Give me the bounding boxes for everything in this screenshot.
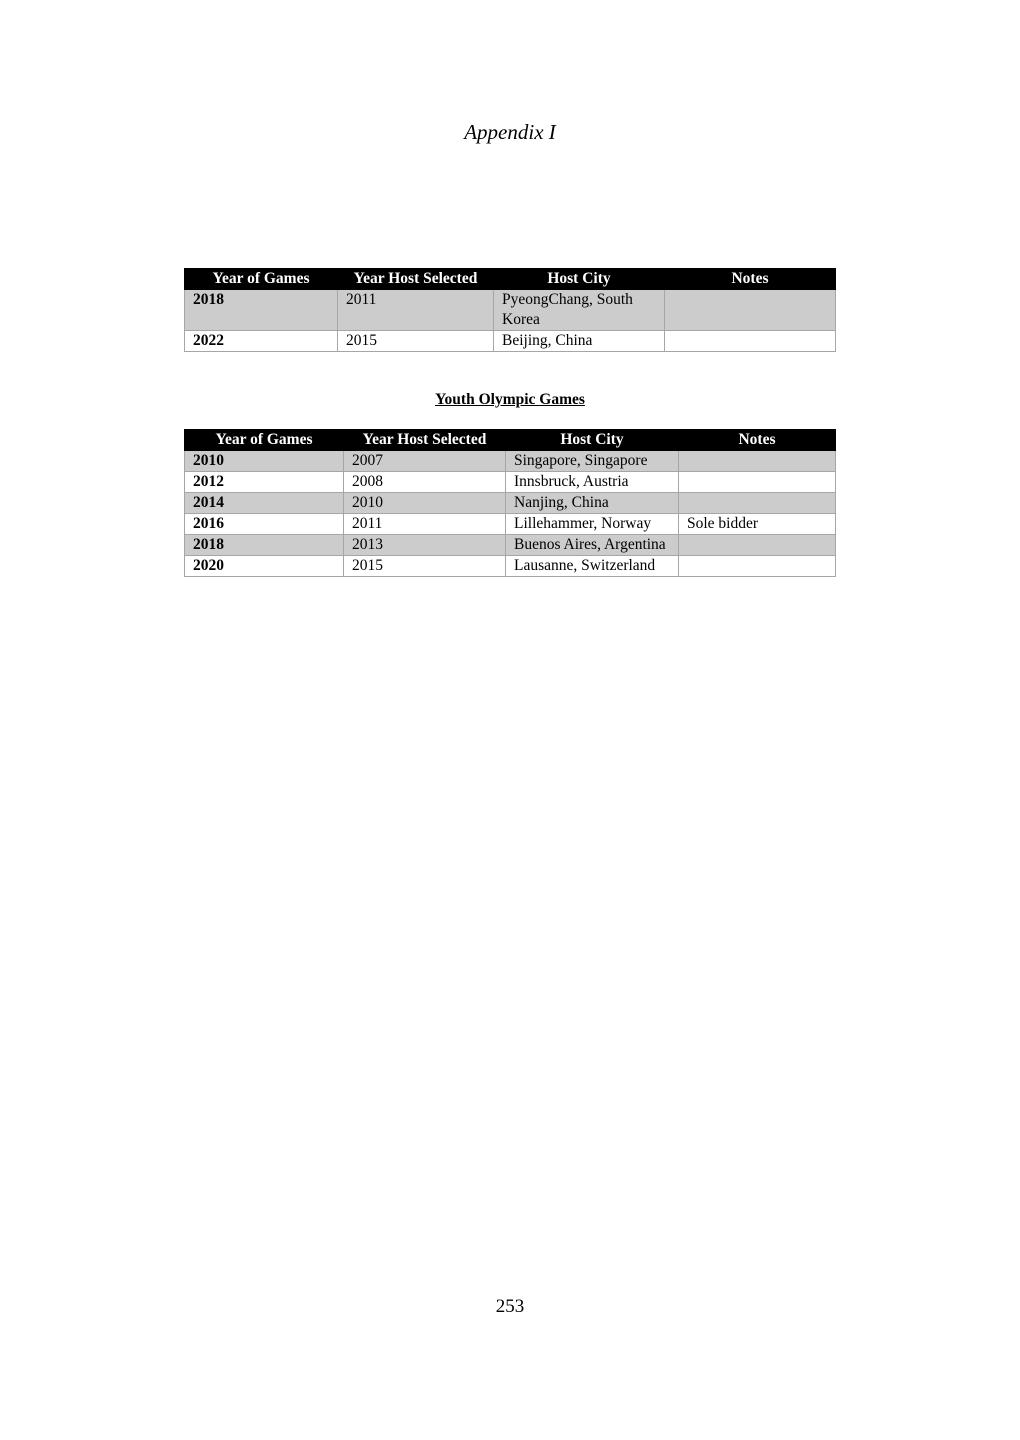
cell-city: Beijing, China <box>494 331 665 352</box>
cell-selected: 2007 <box>344 451 506 472</box>
table-row <box>185 331 836 352</box>
cell-city: PyeongChang, South Korea <box>494 290 665 331</box>
cell-year: 2018 <box>185 535 344 556</box>
cell-selected: 2010 <box>344 493 506 514</box>
cell-notes <box>679 451 836 472</box>
header-notes: Notes <box>665 269 836 290</box>
olympic-hosts-table <box>184 268 836 352</box>
cell-notes <box>679 556 836 577</box>
header-year-host-selected: Year Host Selected <box>338 269 494 290</box>
cell-notes <box>665 290 836 331</box>
cell-selected: 2015 <box>338 331 494 352</box>
table-header-row <box>185 430 836 451</box>
page-title: Appendix I <box>464 120 556 144</box>
header-host-city: Host City <box>506 430 679 451</box>
cell-notes <box>679 493 836 514</box>
cell-city: Lillehammer, Norway <box>506 514 679 535</box>
table-row <box>185 556 836 577</box>
cell-notes <box>679 535 836 556</box>
cell-selected: 2011 <box>338 290 494 331</box>
cell-city: Buenos Aires, Argentina <box>506 535 679 556</box>
page-number: 253 <box>495 1296 525 1317</box>
cell-year: 2016 <box>185 514 344 535</box>
header-host-city: Host City <box>494 269 665 290</box>
cell-notes: Sole bidder <box>679 514 836 535</box>
header-notes: Notes <box>679 430 836 451</box>
table-row <box>185 290 836 331</box>
cell-year: 2012 <box>185 472 344 493</box>
cell-selected: 2011 <box>344 514 506 535</box>
cell-selected: 2008 <box>344 472 506 493</box>
header-year-of-games: Year of Games <box>185 430 344 451</box>
table-row <box>185 451 836 472</box>
table-row <box>185 535 836 556</box>
section-heading-youth-olympic-games: Youth Olympic Games <box>435 391 585 408</box>
cell-selected: 2013 <box>344 535 506 556</box>
table-row <box>185 472 836 493</box>
cell-city: Nanjing, China <box>506 493 679 514</box>
cell-city: Lausanne, Switzerland <box>506 556 679 577</box>
cell-notes <box>665 331 836 352</box>
cell-year: 2020 <box>185 556 344 577</box>
cell-city: Innsbruck, Austria <box>506 472 679 493</box>
cell-notes <box>679 472 836 493</box>
cell-city: Singapore, Singapore <box>506 451 679 472</box>
cell-year: 2018 <box>185 290 338 331</box>
table-header-row <box>185 269 836 290</box>
table-row <box>185 514 836 535</box>
table-row <box>185 493 836 514</box>
cell-year: 2010 <box>185 451 344 472</box>
header-year-host-selected: Year Host Selected <box>344 430 506 451</box>
cell-year: 2014 <box>185 493 344 514</box>
youth-olympic-hosts-table <box>184 429 836 577</box>
header-year-of-games: Year of Games <box>185 269 338 290</box>
cell-year: 2022 <box>185 331 338 352</box>
cell-selected: 2015 <box>344 556 506 577</box>
